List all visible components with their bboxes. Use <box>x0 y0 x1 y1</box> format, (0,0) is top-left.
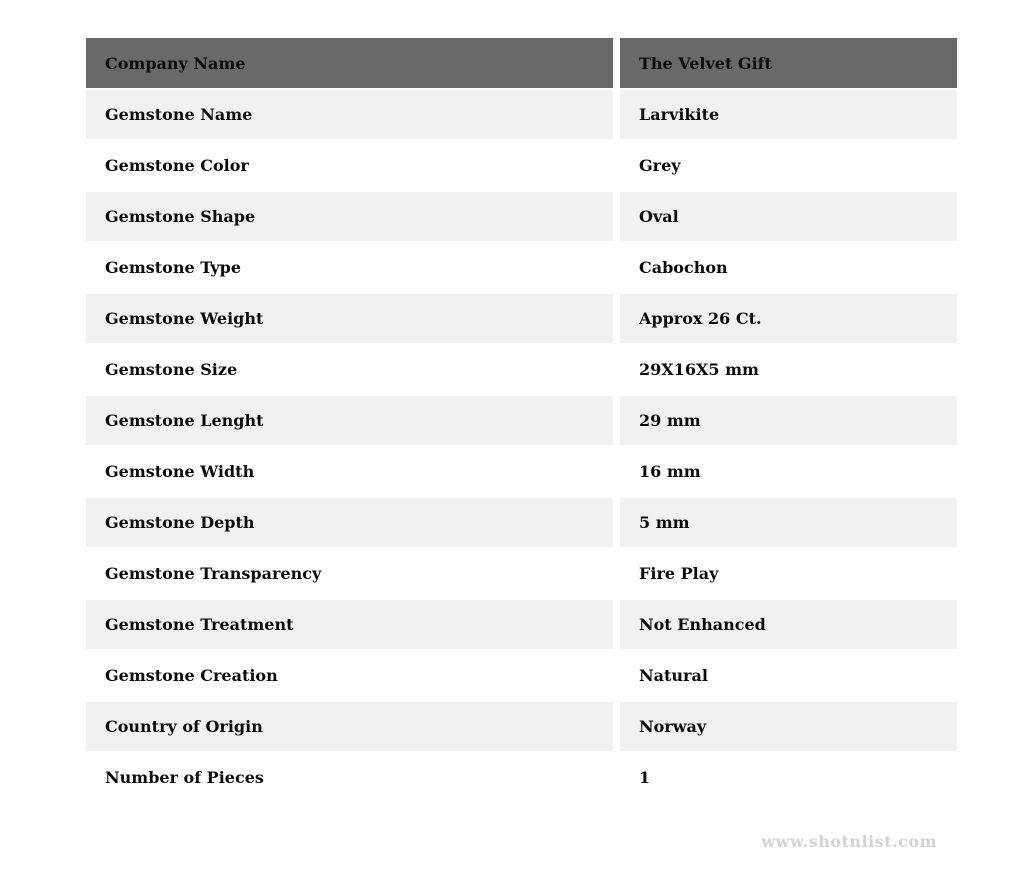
row-label: Gemstone Weight <box>86 293 617 344</box>
row-label: Country of Origin <box>86 701 617 752</box>
row-label: Gemstone Color <box>86 140 617 191</box>
row-value: Grey <box>617 140 958 191</box>
row-label: Gemstone Name <box>86 89 617 140</box>
gemstone-spec-table <box>86 38 957 804</box>
row-value: Natural <box>617 650 958 701</box>
table-row <box>86 548 957 599</box>
row-label: Gemstone Width <box>86 446 617 497</box>
table-row <box>86 395 957 446</box>
row-value: 29 mm <box>617 395 958 446</box>
table-row <box>86 701 957 752</box>
row-label: Gemstone Shape <box>86 191 617 242</box>
row-label: Number of Pieces <box>86 752 617 803</box>
table-row <box>86 293 957 344</box>
row-value: Norway <box>617 701 958 752</box>
row-value: Oval <box>617 191 958 242</box>
row-value: Fire Play <box>617 548 958 599</box>
table-row <box>86 140 957 191</box>
row-label: Gemstone Treatment <box>86 599 617 650</box>
table-row <box>86 599 957 650</box>
row-label: Gemstone Creation <box>86 650 617 701</box>
row-value: 5 mm <box>617 497 958 548</box>
table-row <box>86 497 957 548</box>
row-label: Gemstone Size <box>86 344 617 395</box>
row-label: Gemstone Depth <box>86 497 617 548</box>
table-row <box>86 752 957 803</box>
row-value: Larvikite <box>617 89 958 140</box>
row-label: Gemstone Transparency <box>86 548 617 599</box>
row-value: 1 <box>617 752 958 803</box>
table-row <box>86 242 957 293</box>
row-value: 29X16X5 mm <box>617 344 958 395</box>
row-value: 16 mm <box>617 446 958 497</box>
row-label: Gemstone Lenght <box>86 395 617 446</box>
header-label: Company Name <box>86 38 617 89</box>
table-row <box>86 89 957 140</box>
table-row <box>86 344 957 395</box>
header-value: The Velvet Gift <box>617 38 958 89</box>
table-row <box>86 191 957 242</box>
watermark-text: www.shotnlist.com <box>761 832 937 851</box>
row-value: Approx 26 Ct. <box>617 293 958 344</box>
row-value: Not Enhanced <box>617 599 958 650</box>
table-row <box>86 446 957 497</box>
row-label: Gemstone Type <box>86 242 617 293</box>
row-value: Cabochon <box>617 242 958 293</box>
table-header-row <box>86 38 957 89</box>
table-row <box>86 650 957 701</box>
